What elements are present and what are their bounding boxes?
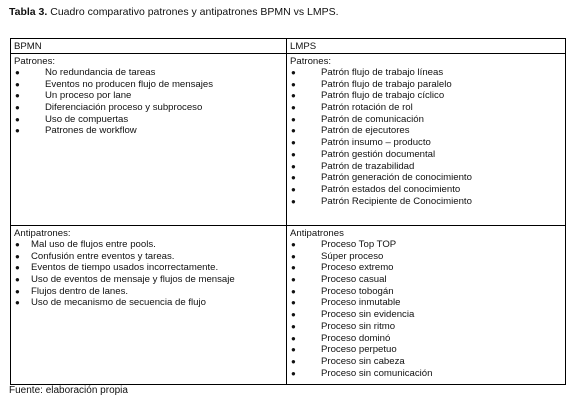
list-item-text: Patrón estados del conocimiento [321,183,461,195]
list-item-text: Proceso extremo [321,262,394,274]
list-item [290,297,561,309]
list-item [290,161,561,173]
bullet-icon: ● [291,173,296,183]
list-item-text: Súper proceso [321,250,384,262]
list-item [290,368,561,380]
header-bpmn-cell [11,39,287,54]
list-item-text: Proceso sin evidencia [321,309,415,321]
bullet-icon: ● [291,298,296,308]
list-item-text: Eventos de tiempo usados incorrectamente. [31,262,219,274]
list-item [290,114,561,126]
list-item-text: Proceso sin ritmo [321,320,396,332]
bullet-icon: ● [291,310,296,320]
bullet-icon: ● [291,79,296,89]
bullet-icon: ● [291,184,296,194]
bullet-icon: ● [291,345,296,355]
bpmn-antipatterns-cell [11,226,287,385]
list-item [14,251,282,263]
list-item [290,196,561,208]
bullet-icon: ● [291,126,296,136]
list-item-text: Uso de mecanismo de secuencia de flujo [31,297,206,309]
list-item-text: Proceso sin cabeza [321,355,405,367]
list-item [290,137,561,149]
list-item [14,125,282,137]
list-item [290,344,561,356]
list-item [14,102,282,114]
list-item [290,333,561,345]
list-item [290,309,561,321]
list-item-text: Proceso sin comunicación [321,367,433,379]
list-item-text: Proceso Top TOP [321,239,397,250]
list-item-text: Mal uso de flujos entre pools. [31,239,156,250]
list-item [14,297,282,309]
table-caption [9,6,339,18]
list-item-text: Uso de eventos de mensaje y flujos de mensaje [31,274,235,286]
list-item [14,286,282,298]
list-item-text: Patrón insumo – producto [321,137,431,149]
list-item-text: Proceso inmutable [321,297,401,309]
source-note: Fuente: elaboración propia [9,385,128,396]
list-item [290,251,561,263]
list-item-text: Patrón gestión documental [321,148,436,160]
list-item [290,149,561,161]
list-item [290,67,561,79]
list-item [290,262,561,274]
bpmn-patterns-list [14,67,282,137]
list-item-text: Proceso perpetuo [321,344,397,356]
list-item [14,274,282,286]
bpmn-antipatterns-title: Antipatrones: [14,228,71,239]
bpmn-patterns-title: Patrones: [14,56,56,67]
bullet-icon: ● [291,251,296,261]
header-lmps-cell [287,39,566,54]
lmps-antipatterns-list [290,239,561,379]
bullet-icon: ● [291,356,296,366]
list-item [290,125,561,137]
list-item [290,356,561,368]
bullet-icon: ● [291,275,296,285]
lmps-patterns-cell [287,54,566,226]
bpmn-antipatterns-list [14,239,282,309]
bullet-icon: ● [291,196,296,206]
list-item [14,90,282,102]
bullet-icon: ● [15,68,20,77]
bullet-icon: ● [291,263,296,273]
list-item [290,274,561,286]
lmps-patterns-title: Patrones: [290,56,332,67]
list-item-text: Proceso casual [321,274,387,286]
antipatterns-row [11,226,566,385]
list-item [290,172,561,184]
bullet-icon: ● [15,103,20,113]
list-item-text: Patrón de ejecutores [321,125,410,137]
lmps-patterns-list [290,67,561,207]
bullet-icon: ● [291,91,296,101]
bullet-icon: ● [15,298,20,308]
bullet-icon: ● [15,114,20,124]
list-item-text: Patrón flujo de trabajo cíclico [321,90,445,102]
list-item-text: Diferenciación proceso y subproceso [45,102,203,114]
list-item-text: Patrón generación de conocimiento [321,172,472,184]
comparison-table [10,38,566,385]
header-row [11,39,566,54]
bullet-icon: ● [291,138,296,148]
list-item [14,67,282,79]
list-item [290,184,561,196]
list-item-text: No redundancia de tareas [45,67,156,78]
list-item-text: Proceso dominó [321,332,391,344]
bullet-icon: ● [15,263,20,273]
list-item-text: Patrones de workflow [45,125,137,137]
bullet-icon: ● [291,103,296,113]
list-item-text: Patrón Recipiente de Conocimiento [321,195,472,207]
list-item [290,286,561,298]
lmps-antipatterns-title: Antipatrones [290,228,344,239]
list-item-text: Patrón de trazabilidad [321,160,415,172]
list-item-text: Proceso tobogán [321,285,394,297]
patterns-row [11,54,566,226]
list-item-text: Flujos dentro de lanes. [31,285,129,297]
list-item [290,102,561,114]
bullet-icon: ● [15,286,20,296]
list-item [290,90,561,102]
list-item [14,262,282,274]
list-item-text: Patrón rotación de rol [321,102,413,114]
bullet-icon: ● [15,91,20,101]
bullet-icon: ● [15,79,20,89]
bullet-icon: ● [291,68,296,77]
caption-label: Tabla 3. [9,6,48,18]
bullet-icon: ● [291,333,296,343]
list-item [290,321,561,333]
bpmn-patterns-cell [11,54,287,226]
bullet-icon: ● [291,286,296,296]
list-item-text: Patrón flujo de trabajo paralelo [321,78,452,90]
list-item-text: Un proceso por lane [45,90,132,102]
bullet-icon: ● [291,114,296,124]
bullet-icon: ● [291,240,296,249]
list-item-text: Patrón flujo de trabajo líneas [321,67,444,78]
header-lmps: LMPS [290,41,317,52]
caption-text: Cuadro comparativo patrones y antipatrones BPMN vs LMPS. [47,6,339,18]
list-item-text: Eventos no producen flujo de mensajes [45,78,213,90]
bullet-icon: ● [291,321,296,331]
bullet-icon: ● [15,251,20,261]
lmps-antipatterns-cell [287,226,566,385]
list-item-text: Uso de compuertas [45,113,129,125]
list-item-text: Patrón de comunicación [321,113,424,125]
list-item [14,239,282,251]
bullet-icon: ● [291,161,296,171]
bullet-icon: ● [291,368,296,378]
bullet-icon: ● [291,149,296,159]
header-bpmn: BPMN [14,41,42,52]
list-item-text: Confusión entre eventos y tareas. [31,250,175,262]
bullet-icon: ● [15,275,20,285]
list-item [14,79,282,91]
list-item [14,114,282,126]
list-item [290,239,561,251]
bullet-icon: ● [15,126,20,136]
bullet-icon: ● [15,240,20,249]
list-item [290,79,561,91]
